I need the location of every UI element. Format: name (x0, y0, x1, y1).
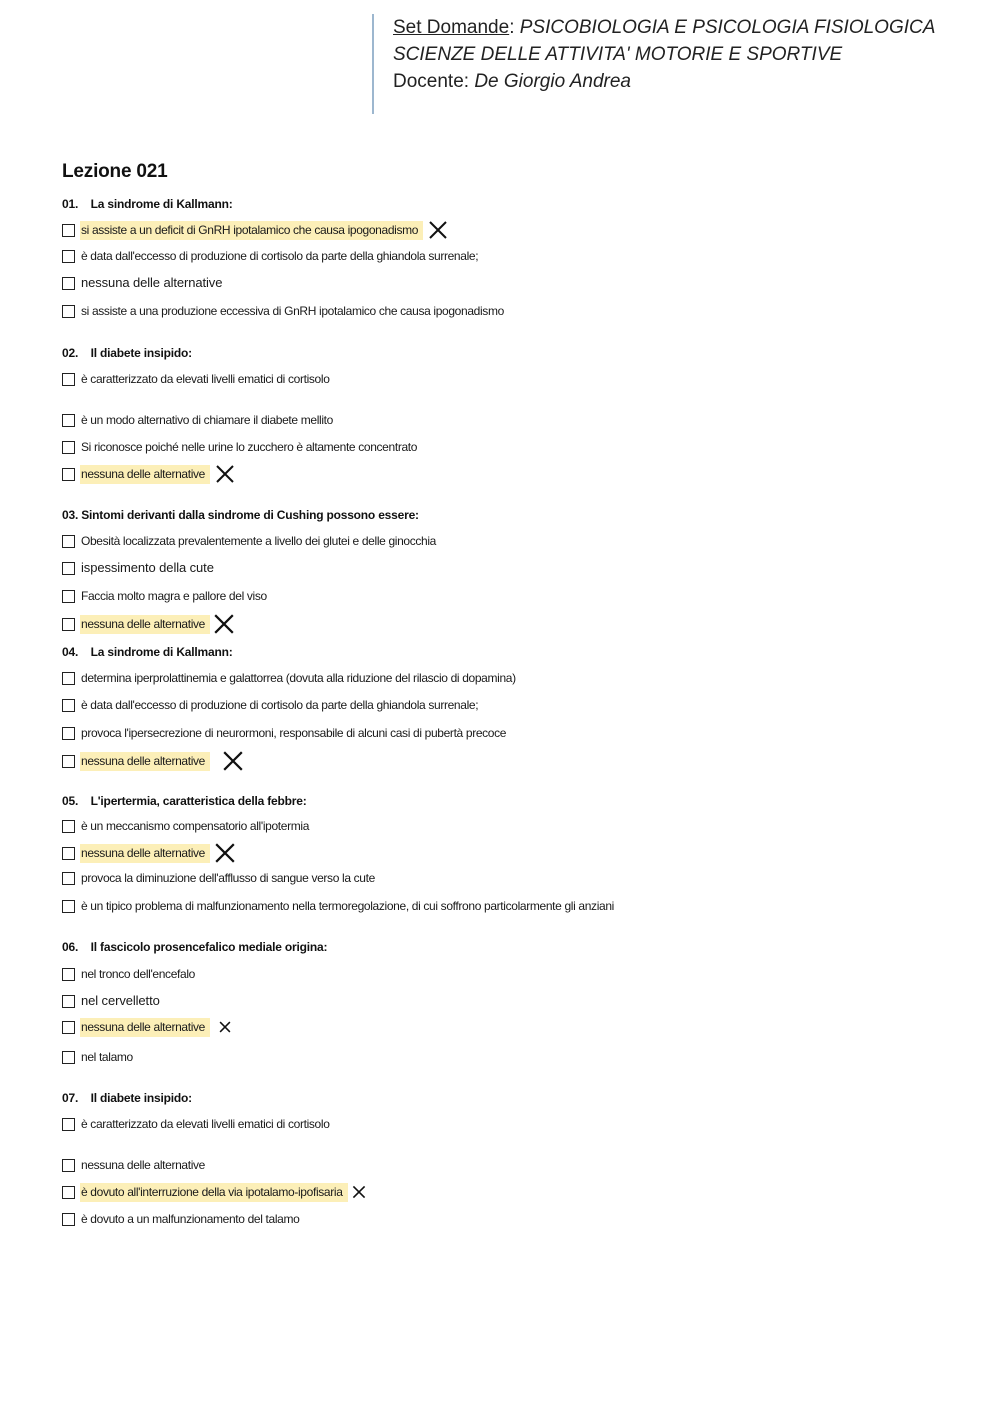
option-text: è caratterizzato da elevati livelli ematici di cortisolo (81, 1116, 330, 1131)
question-text: L'ipertermia, caratteristica della febbre: (90, 794, 307, 808)
answer-option[interactable] (62, 616, 235, 632)
answer-option[interactable] (62, 371, 332, 387)
option-text: nessuna delle alternative (80, 752, 210, 771)
option-text: nessuna delle alternative (81, 275, 223, 290)
question-text: Il diabete insipido: (90, 1091, 192, 1105)
checkbox[interactable] (62, 1186, 75, 1199)
checkbox[interactable] (62, 414, 75, 427)
question-heading (62, 940, 327, 954)
checkbox[interactable] (62, 373, 75, 386)
answer-option[interactable] (62, 1184, 367, 1200)
cross-mark-icon (214, 842, 236, 864)
checkbox[interactable] (62, 1051, 75, 1064)
checkbox[interactable] (62, 224, 75, 237)
question-number: 01. (62, 197, 79, 211)
cross-mark-icon (218, 1020, 232, 1034)
checkbox[interactable] (62, 995, 75, 1008)
course-line1: PSICOBIOLOGIA E PSICOLOGIA FISIOLOGICA (519, 17, 936, 38)
cross-mark-icon (222, 750, 244, 772)
answer-option[interactable] (62, 845, 236, 861)
question-heading (62, 645, 233, 659)
answer-option[interactable] (62, 725, 508, 741)
checkbox[interactable] (62, 847, 75, 860)
option-text: è caratterizzato da elevati livelli ematici di cortisolo (81, 371, 330, 386)
cross-mark-icon (351, 1184, 367, 1200)
option-text: nessuna delle alternative (81, 1157, 206, 1172)
question-text: La sindrome di Kallmann: (90, 197, 233, 211)
option-text: è data dall'eccesso di produzione di cortisolo da parte della ghiandola surrenale; (81, 248, 479, 263)
teacher-label: Docente: (393, 71, 470, 92)
checkbox[interactable] (62, 305, 75, 318)
option-text: si assiste a una produzione eccessiva di GnRH ipotalamico che causa ipogonadismo (81, 303, 504, 318)
answer-option[interactable] (62, 1157, 207, 1173)
question-number: 06. (62, 940, 79, 954)
option-text: è dovuto all'interruzione della via ipotalamo-ipofisaria (80, 1183, 348, 1202)
checkbox[interactable] (62, 1118, 75, 1131)
question-heading (62, 197, 233, 211)
option-text: Si riconosce poiché nelle urine lo zucchero è altamente concentrato (81, 439, 418, 454)
answer-option[interactable] (62, 222, 448, 238)
cross-mark-icon (428, 220, 448, 240)
answer-option[interactable] (62, 1019, 232, 1035)
checkbox[interactable] (62, 755, 75, 768)
option-text: è un tipico problema di malfunzionamento nella termoregolazione, di cui soffrono particolarmente gli anziani (81, 898, 614, 913)
option-text: nessuna delle alternative (80, 615, 210, 634)
option-text: determina iperprolattinemia e galattorrea (dovuta alla riduzione del rilascio di dopamina) (81, 670, 516, 685)
answer-option[interactable] (62, 818, 311, 834)
answer-option[interactable] (62, 275, 224, 291)
answer-option[interactable] (62, 670, 518, 686)
checkbox[interactable] (62, 562, 75, 575)
checkbox[interactable] (62, 1021, 75, 1034)
checkbox[interactable] (62, 872, 75, 885)
option-text: nessuna delle alternative (80, 1018, 210, 1037)
option-text: Faccia molto magra e pallore del viso (81, 588, 267, 603)
answer-option[interactable] (62, 303, 506, 319)
checkbox[interactable] (62, 672, 75, 685)
option-text: è un meccanismo compensatorio all'ipotermia (81, 818, 310, 833)
answer-option[interactable] (62, 870, 377, 886)
question-text: La sindrome di Kallmann: (90, 645, 233, 659)
question-heading (62, 346, 192, 360)
teacher-name: De Giorgio Andrea (474, 71, 631, 92)
answer-option[interactable] (62, 248, 480, 264)
header-set-line (393, 14, 972, 41)
answer-option[interactable] (62, 898, 616, 914)
option-text: è data dall'eccesso di produzione di cortisolo da parte della ghiandola surrenale; (81, 697, 479, 712)
question-text: Il fascicolo prosencefalico mediale origina: (90, 940, 328, 954)
checkbox[interactable] (62, 250, 75, 263)
answer-option[interactable] (62, 966, 197, 982)
checkbox[interactable] (62, 1213, 75, 1226)
checkbox[interactable] (62, 900, 75, 913)
checkbox[interactable] (62, 277, 75, 290)
answer-option[interactable] (62, 412, 335, 428)
checkbox[interactable] (62, 1159, 75, 1172)
checkbox[interactable] (62, 820, 75, 833)
checkbox[interactable] (62, 699, 75, 712)
answer-option[interactable] (62, 466, 235, 482)
set-label: Set Domande (393, 17, 510, 38)
option-text: Obesità localizzata prevalentemente a livello dei glutei e delle ginocchia (81, 533, 436, 548)
answer-option[interactable] (62, 560, 216, 576)
lesson-title: Lezione 021 (62, 161, 168, 182)
answer-option[interactable] (62, 1116, 332, 1132)
answer-option[interactable] (62, 1211, 301, 1227)
question-number: 02. (62, 346, 79, 360)
checkbox[interactable] (62, 441, 75, 454)
header (372, 14, 972, 114)
question-text: Il diabete insipido: (90, 346, 192, 360)
question-number: 07. (62, 1091, 79, 1105)
answer-option[interactable] (62, 588, 269, 604)
answer-option[interactable] (62, 753, 244, 769)
option-text: è un modo alternativo di chiamare il diabete mellito (81, 412, 333, 427)
cross-mark-icon (213, 613, 235, 635)
question-text: Sintomi derivanti dalla sindrome di Cushing possono essere: (81, 508, 419, 522)
option-text: nel cervelletto (81, 993, 160, 1008)
checkbox[interactable] (62, 535, 75, 548)
answer-option[interactable] (62, 697, 480, 713)
option-text: nel tronco dell'encefalo (81, 966, 195, 981)
option-text: nessuna delle alternative (80, 844, 210, 863)
question-heading (62, 794, 307, 808)
question-heading (62, 1091, 192, 1105)
answer-option[interactable] (62, 439, 419, 455)
set-colon: : (509, 17, 515, 38)
option-text: provoca la diminuzione dell'afflusso di sangue verso la cute (81, 870, 375, 885)
option-text: si assiste a un deficit di GnRH ipotalamico che causa ipogonadismo (80, 221, 423, 240)
question-number: 04. (62, 645, 79, 659)
answer-option[interactable] (62, 533, 438, 549)
answer-option[interactable] (62, 993, 162, 1009)
question-number: 05. (62, 794, 79, 808)
option-text: nessuna delle alternative (80, 465, 210, 484)
option-text: ispessimento della cute (81, 560, 214, 575)
checkbox[interactable] (62, 468, 75, 481)
checkbox[interactable] (62, 590, 75, 603)
option-text: provoca l'ipersecrezione di neurormoni, responsabile di alcuni casi di pubertà precoce (81, 725, 507, 740)
checkbox[interactable] (62, 968, 75, 981)
checkbox[interactable] (62, 618, 75, 631)
question-heading (62, 508, 419, 522)
question-number: 03. (62, 508, 79, 522)
option-text: è dovuto a un malfunzionamento del talamo (81, 1211, 300, 1226)
checkbox[interactable] (62, 727, 75, 740)
cross-mark-icon (215, 464, 235, 484)
answer-option[interactable] (62, 1049, 135, 1065)
header-teacher-line (393, 68, 972, 95)
course-line2: SCIENZE DELLE ATTIVITA' MOTORIE E SPORTIVE (393, 44, 843, 65)
option-text: nel talamo (81, 1049, 133, 1064)
